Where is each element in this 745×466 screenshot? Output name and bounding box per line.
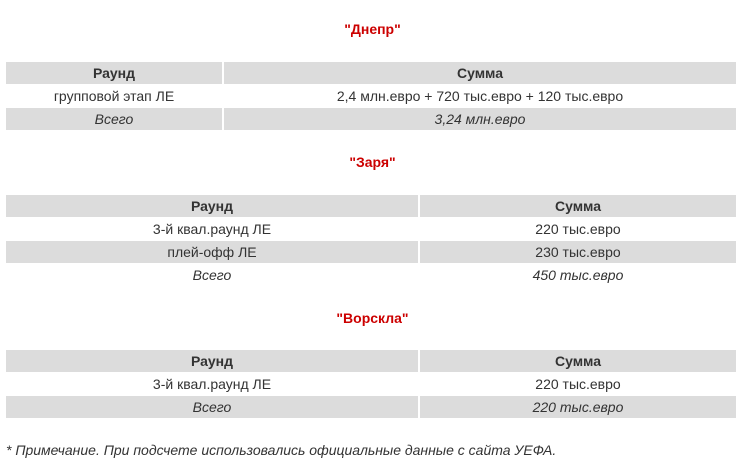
table-row — [6, 240, 736, 263]
cell-sum: 220 тыс.евро — [418, 372, 736, 395]
cell-round: 3-й квал.раунд ЛЕ — [6, 217, 418, 240]
club-title-dnipro: "Днепр" — [344, 21, 401, 37]
column-header-sum: Сумма — [418, 350, 736, 372]
table-row — [6, 217, 736, 240]
prize-table-dnipro — [6, 62, 736, 130]
column-header-round: Раунд — [6, 195, 418, 217]
cell-total-sum: 220 тыс.евро — [418, 395, 736, 418]
footnote: * Примечание. При подсчете использовались официальные данные с сайта УЕФА. — [6, 442, 557, 458]
cell-total-label: Всего — [6, 395, 418, 418]
club-title-vorskla: "Ворскла" — [336, 310, 409, 326]
column-header-round: Раунд — [6, 62, 222, 84]
table-total-row — [6, 263, 736, 286]
cell-sum: 2,4 млн.евро + 720 тыс.евро + 120 тыс.евро — [222, 84, 736, 107]
cell-round: плей-офф ЛЕ — [6, 240, 418, 263]
column-header-sum: Сумма — [222, 62, 736, 84]
prize-table-zorya — [6, 195, 736, 286]
cell-round: групповой этап ЛЕ — [6, 84, 222, 107]
cell-total-sum: 3,24 млн.евро — [222, 107, 736, 130]
table-header-row — [6, 350, 736, 372]
cell-total-sum: 450 тыс.евро — [418, 263, 736, 286]
cell-sum: 220 тыс.евро — [418, 217, 736, 240]
table-header-row — [6, 195, 736, 217]
cell-total-label: Всего — [6, 107, 222, 130]
table-total-row — [6, 395, 736, 418]
prize-table-vorskla — [6, 350, 736, 418]
table-total-row — [6, 107, 736, 130]
column-header-round: Раунд — [6, 350, 418, 372]
table-row — [6, 372, 736, 395]
cell-round: 3-й квал.раунд ЛЕ — [6, 372, 418, 395]
table-row — [6, 84, 736, 107]
column-header-sum: Сумма — [418, 195, 736, 217]
club-title-zorya: "Заря" — [349, 154, 396, 170]
cell-sum: 230 тыс.евро — [418, 240, 736, 263]
table-header-row — [6, 62, 736, 84]
cell-total-label: Всего — [6, 263, 418, 286]
